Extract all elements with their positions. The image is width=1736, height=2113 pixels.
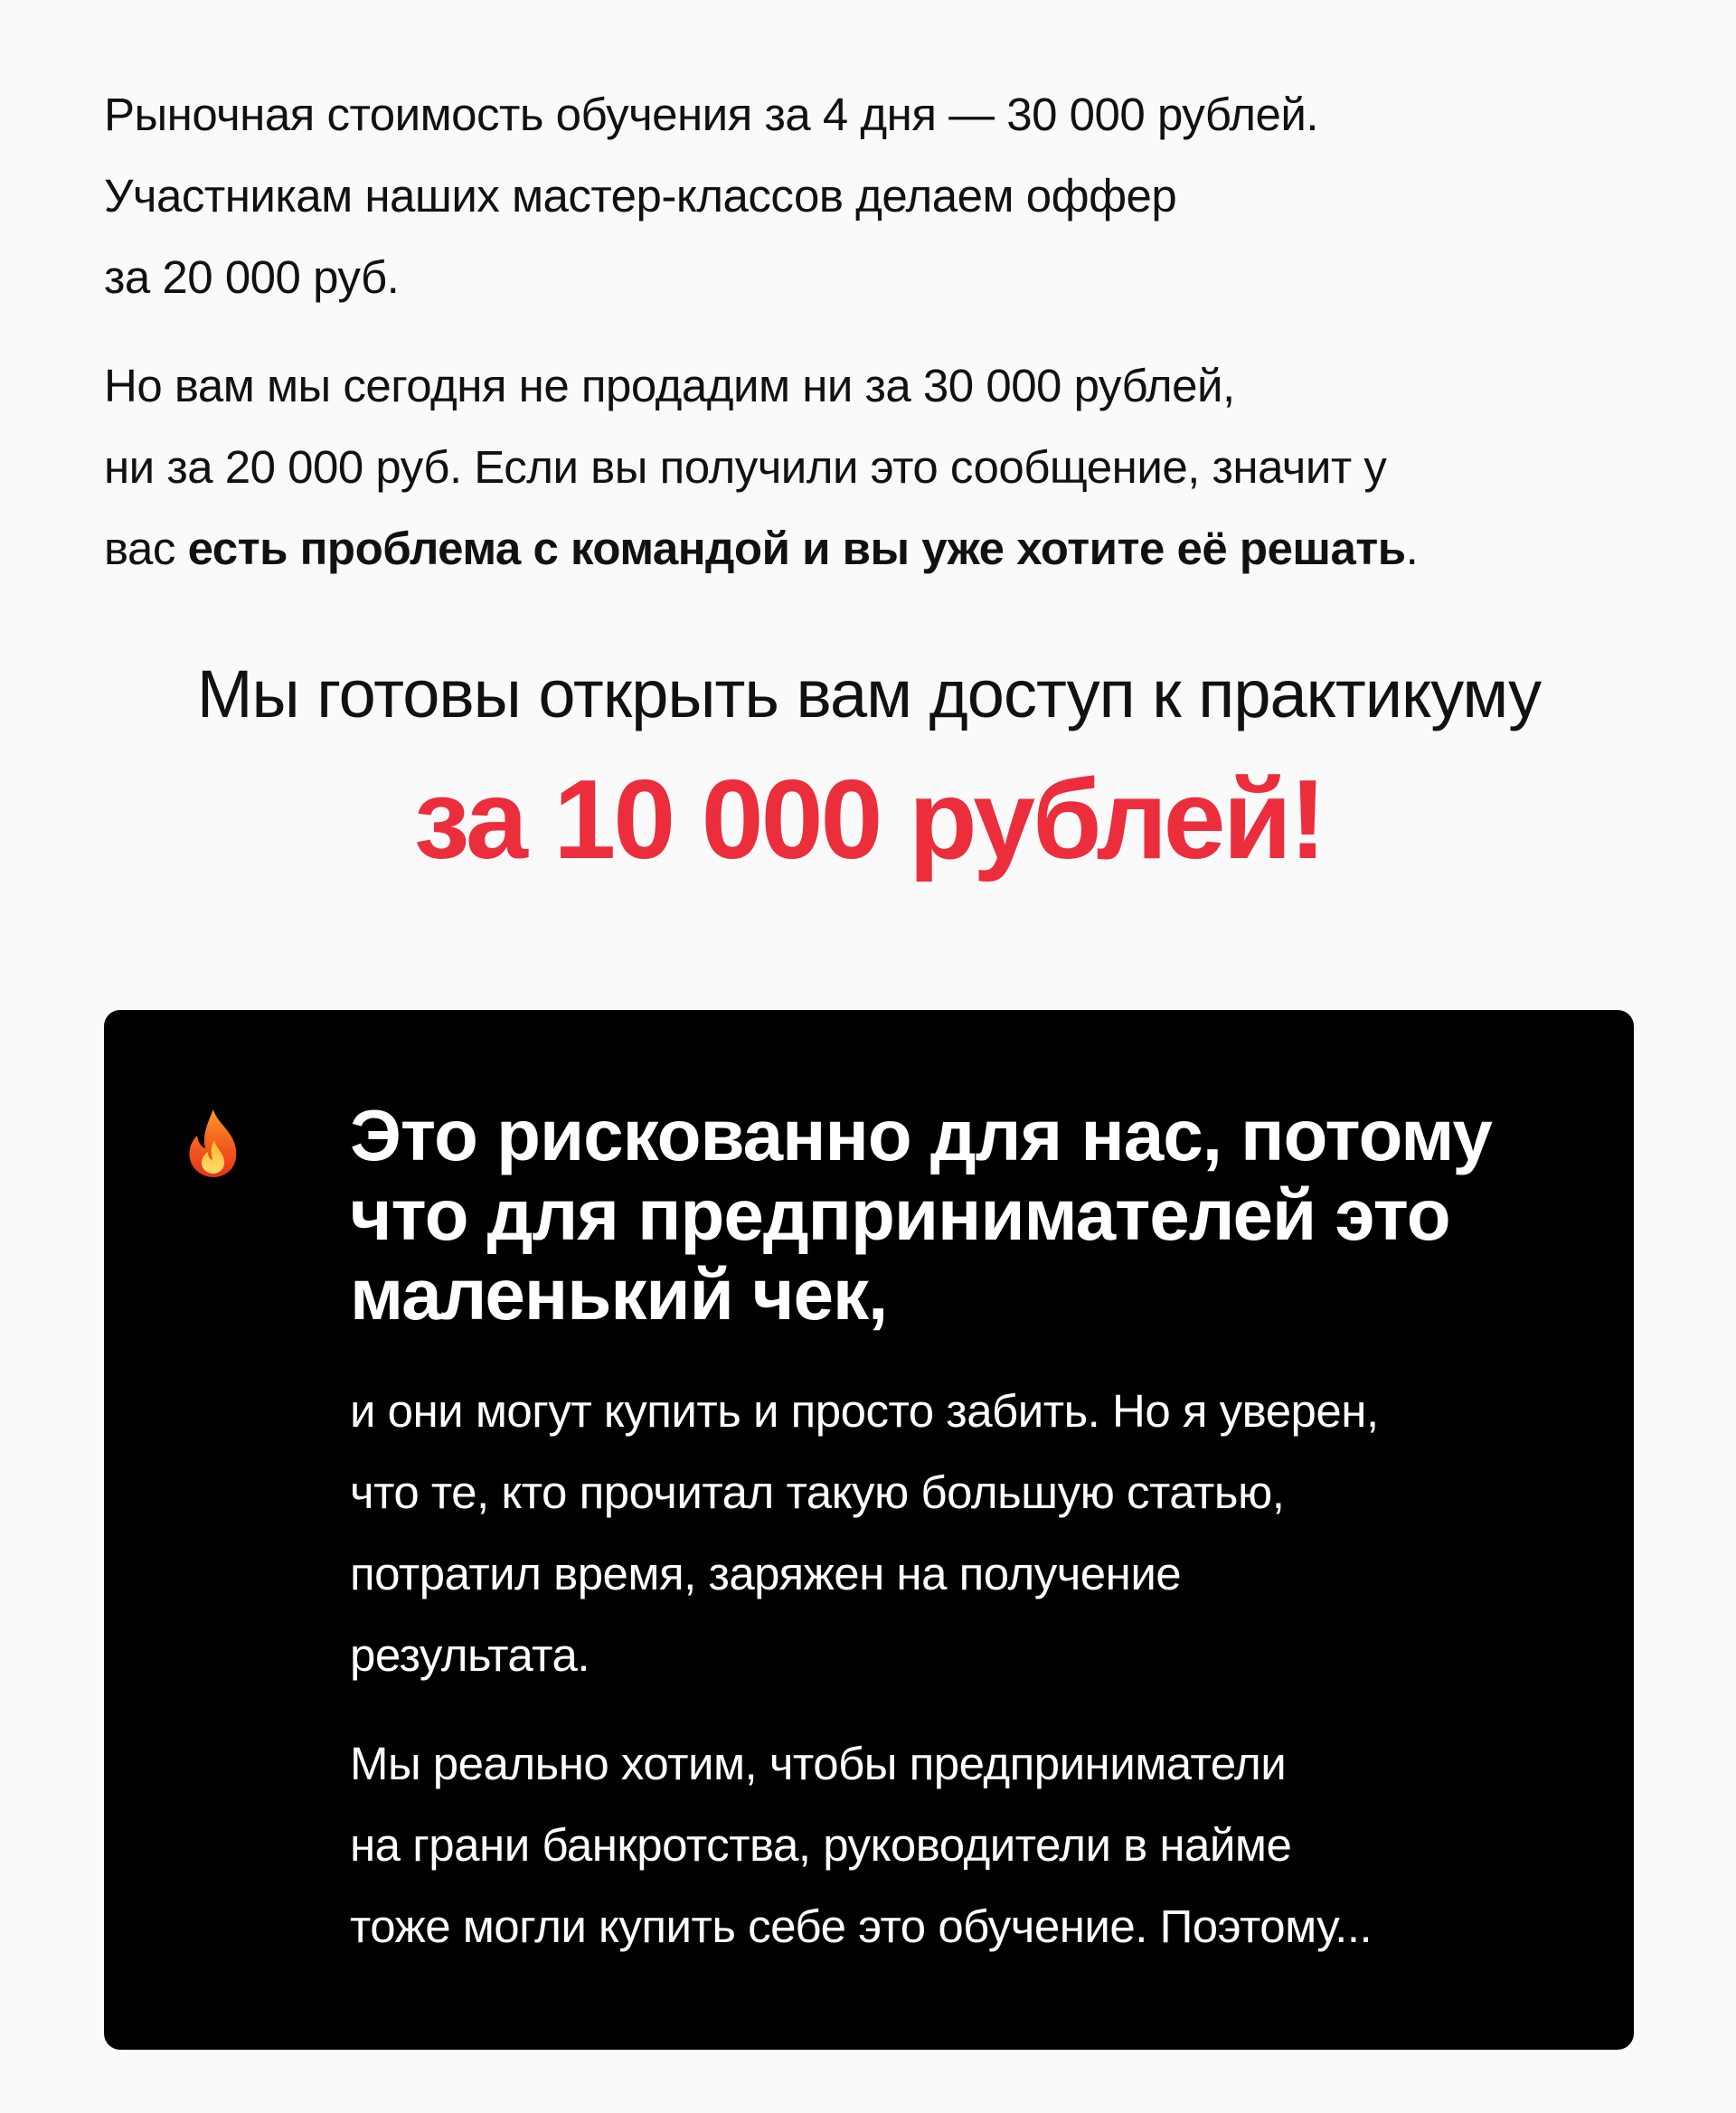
fire-icon [185,1108,241,1178]
card-text-line: на грани банкротства, руководители в найме [350,1819,1292,1871]
card-text-line: тоже могли купить себе это обучение. Поэтому... [350,1901,1373,1952]
intro-section [104,74,1634,590]
intro-paragraph-condition [104,345,1634,590]
card-title-line: маленький чек, [350,1254,888,1335]
intro-highlight: есть проблема с командой и вы уже хотите её решать [187,523,1406,574]
card-paragraph-reason [350,1371,1561,1696]
intro-line-suffix: . [1405,523,1419,574]
card-title-line: что для предпринимателей это [350,1174,1450,1255]
card-text-line: потратил время, заряжен на получение [350,1548,1182,1599]
offer-price: за 10 000 рублей! [413,758,1325,882]
card-text-line: Мы реально хотим, чтобы предприниматели [350,1738,1287,1789]
card-text-line: и они могут купить и просто забить. Но я уверен, [350,1385,1379,1437]
card-title [350,1096,1561,1335]
card-title-line: Это рискованно для нас, потому [350,1095,1492,1175]
intro-line: ни за 20 000 руб. Если вы получили это сообщение, значит у [104,441,1387,493]
intro-line: Участникам наших мастер-классов делаем оффер [104,170,1177,222]
intro-line: Но вам мы сегодня не продадим ни за 30 000 рублей, [104,360,1235,411]
intro-paragraph-price [104,74,1634,318]
card-content [350,1096,1561,1967]
intro-line-prefix: вас [104,523,188,574]
risk-card [104,1010,1634,2050]
card-paragraph-goal [350,1723,1561,1967]
offer-lead: Мы готовы открыть вам доступ к практикуму [196,656,1542,731]
intro-line: за 20 000 руб. [104,251,400,303]
card-text-line: результата. [350,1629,590,1681]
card-text-line: что те, кто прочитал такую большую статью, [350,1467,1285,1518]
intro-line: Рыночная стоимость обучения за 4 дня — 30 000 рублей. [104,89,1319,140]
